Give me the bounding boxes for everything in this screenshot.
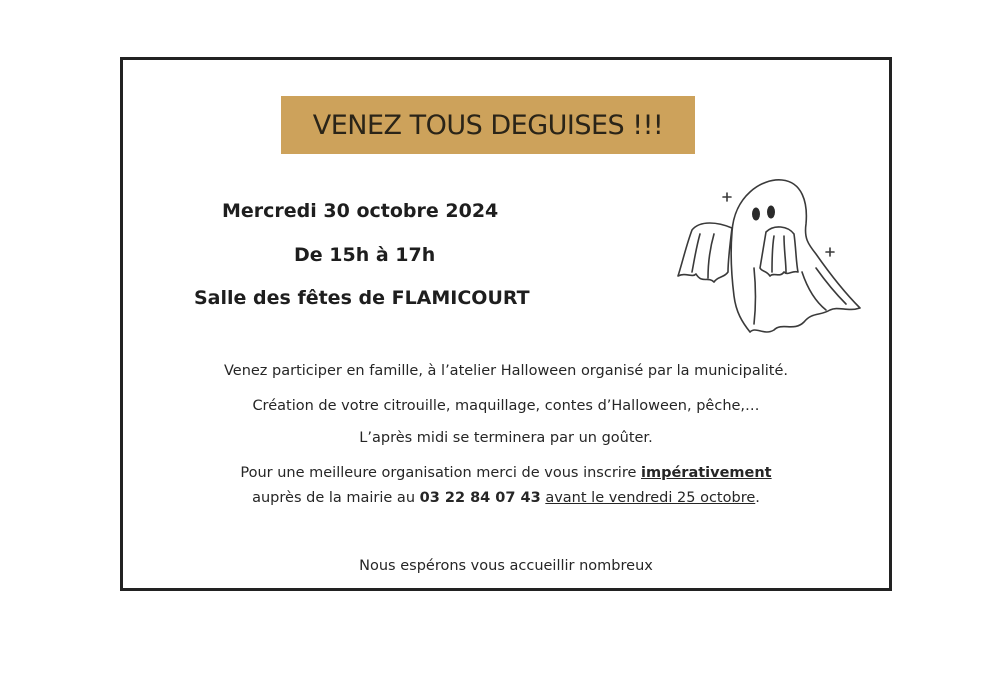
registration-line: [120, 465, 892, 481]
ghost-eye: [752, 208, 760, 221]
sparkle-icon: [826, 248, 834, 256]
event-place: Salle des fêtes de FLAMICOURT: [194, 287, 530, 309]
registration-text: Pour une meilleure organisation merci de vous inscrire: [240, 465, 641, 481]
description-line: Venez participer en famille, à l’atelier Halloween organisé par la municipalité.: [223, 363, 788, 379]
phone-number: 03 22 84 07 43: [419, 490, 541, 506]
event-date: Mercredi 30 octobre 2024: [222, 200, 499, 222]
snack-line: L’après midi se terminera par un goûter.: [359, 430, 653, 446]
activities-line: Création de votre citrouille, maquillage, contes d’Halloween, pêche,…: [252, 398, 760, 414]
contact-suffix: .: [755, 490, 760, 506]
sparkle-icon: [723, 193, 731, 201]
contact-text: auprès de la mairie au: [252, 490, 420, 506]
title-banner: [281, 96, 695, 154]
event-time: De 15h à 17h: [294, 244, 436, 266]
closing-line: Nous espérons vous accueillir nombreux: [359, 558, 653, 574]
registration-emphasis: impérativement: [641, 465, 772, 481]
ghost-icon: [670, 172, 870, 340]
banner-title: VENEZ TOUS DEGUISES !!!: [312, 109, 664, 141]
contact-line: [120, 490, 892, 506]
deadline-text: avant le vendredi 25 octobre: [545, 490, 756, 506]
ghost-eye: [767, 206, 775, 219]
